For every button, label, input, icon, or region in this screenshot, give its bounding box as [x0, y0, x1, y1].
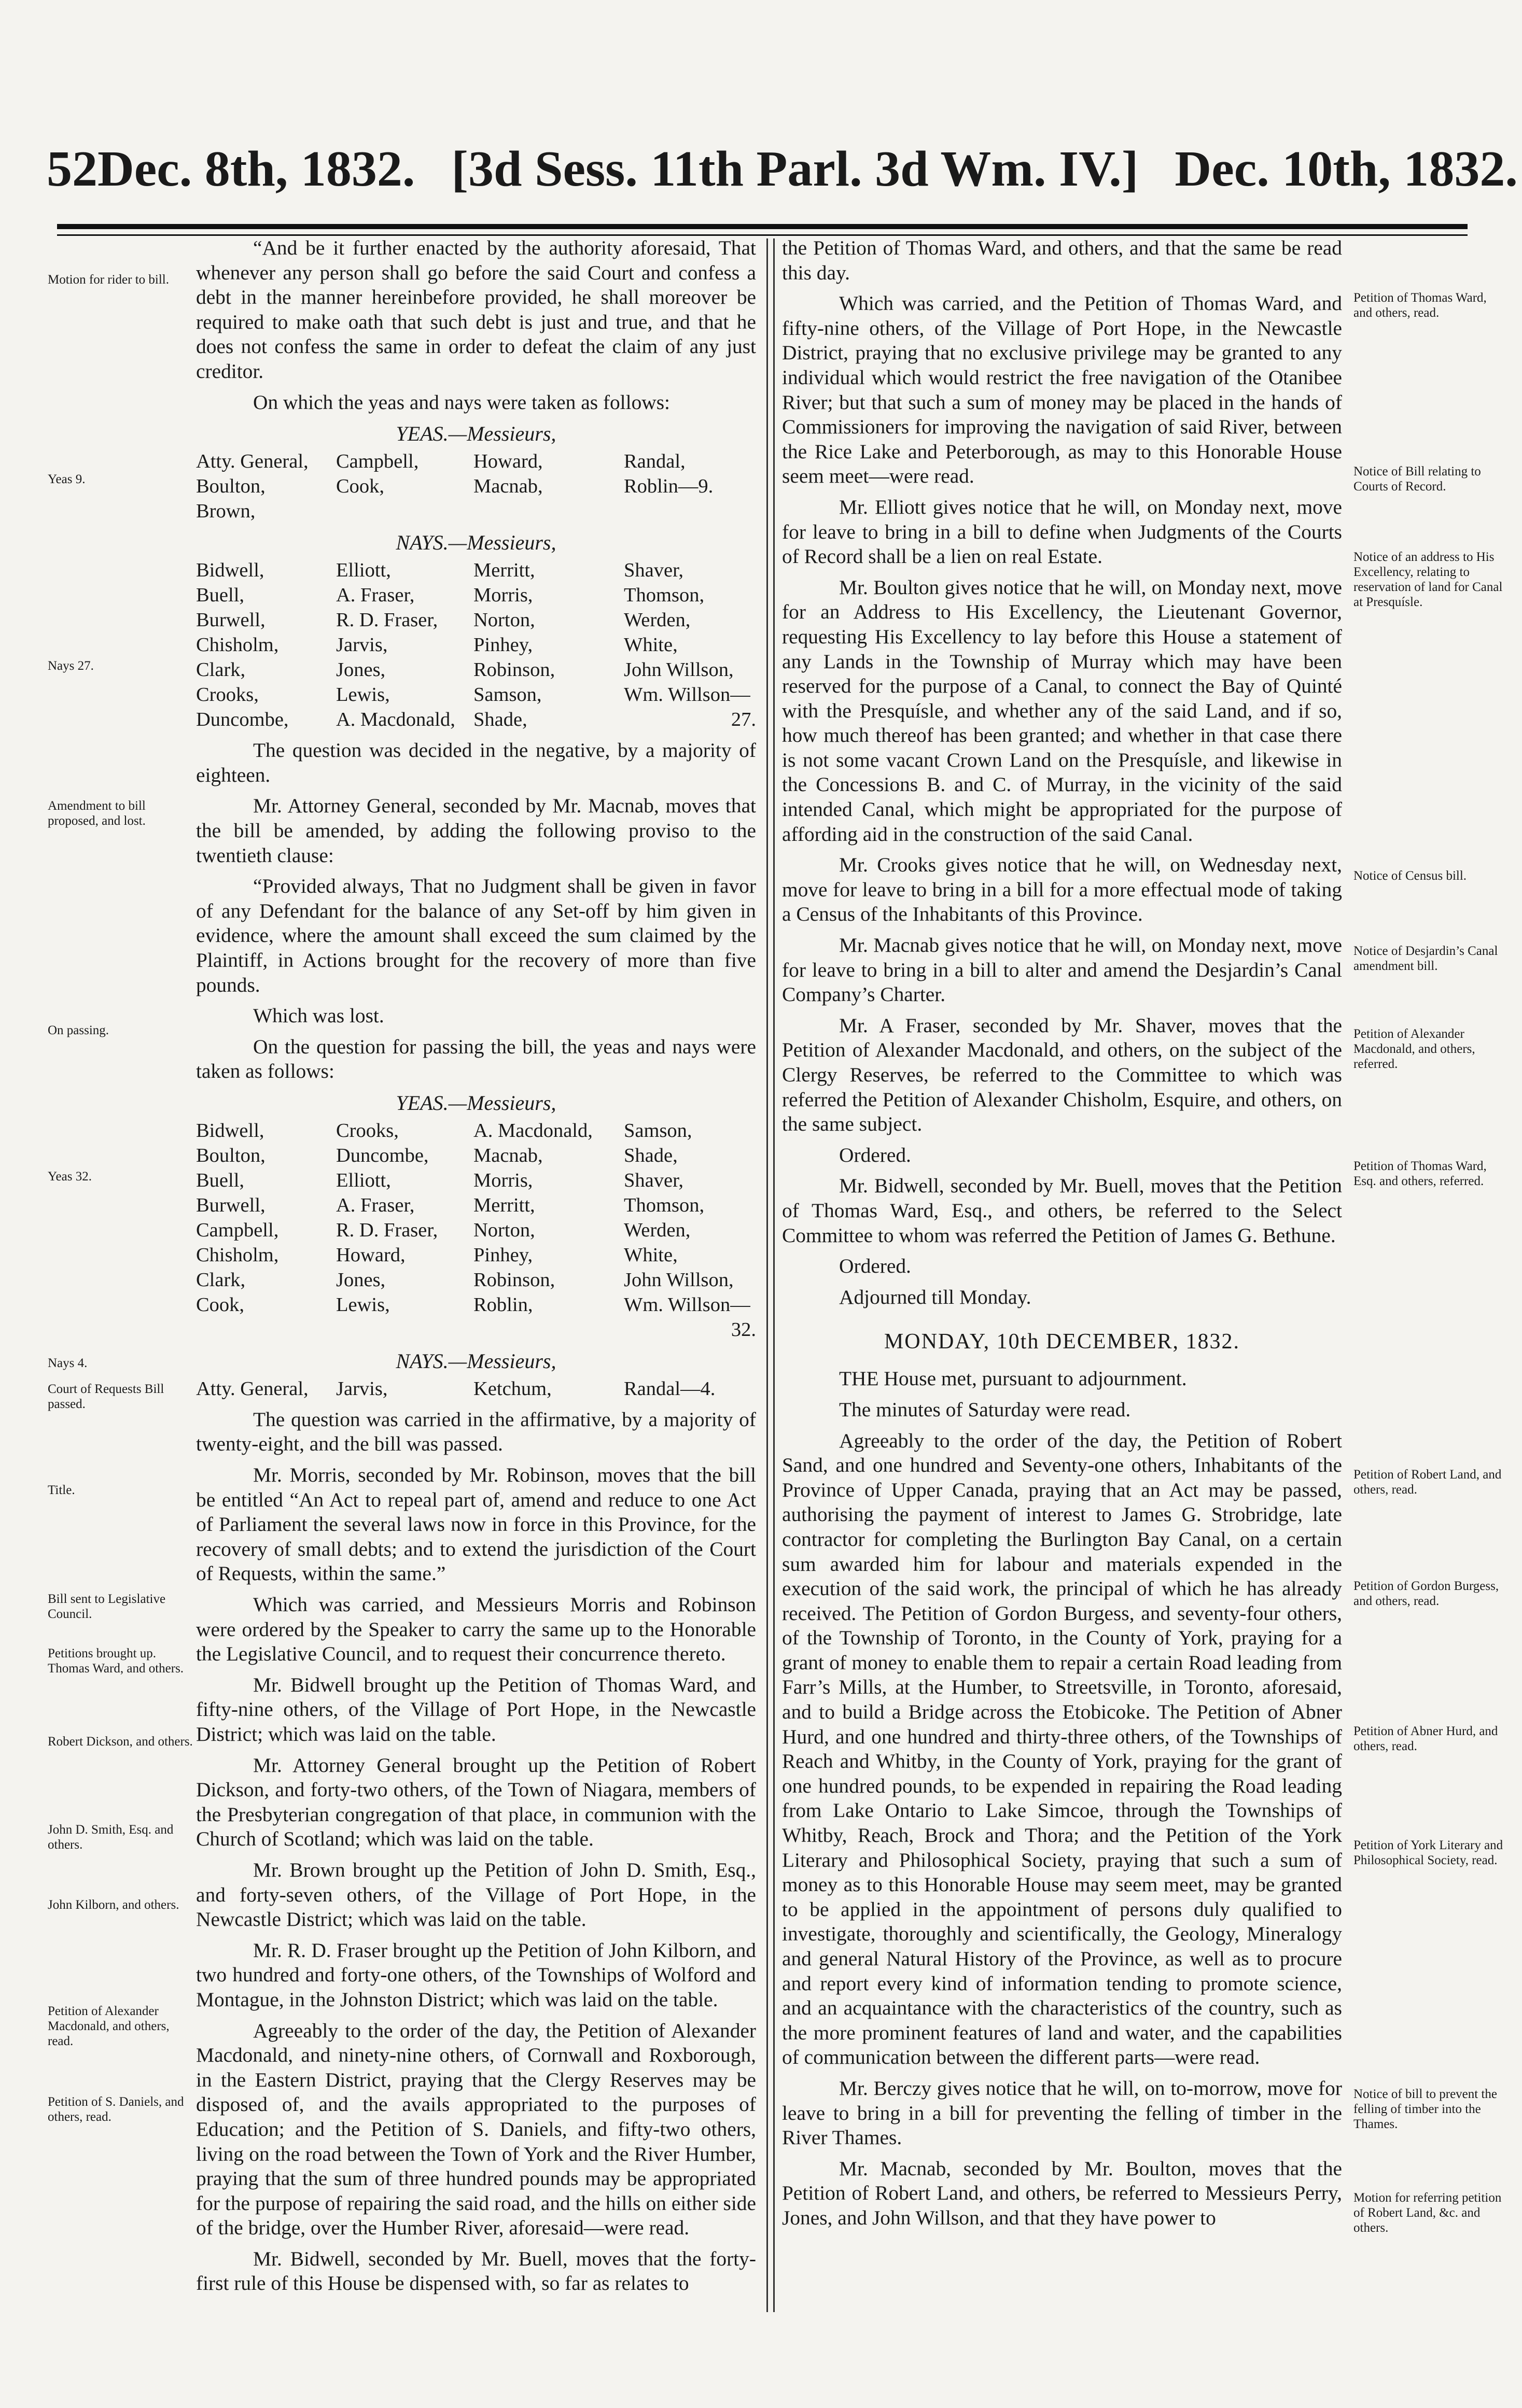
paragraph: On the question for passing the bill, the yeas and nays were taken as follows:	[196, 1035, 756, 1083]
margin-note: Petition of Thomas Ward, Esq. and others, referred.	[1353, 1159, 1487, 1188]
member-name: Buell,	[196, 1169, 245, 1191]
paragraph: On which the yeas and nays were taken as follows:	[253, 390, 670, 414]
member-name: Morris,	[473, 1169, 533, 1191]
member-name: Lewis,	[336, 684, 390, 706]
margin-note: Notice of an address to His Excellency, relating to reservation of land for Canal at Presquísle.	[1353, 550, 1503, 609]
member-name: White,	[624, 634, 678, 656]
member-name: Samson,	[624, 1119, 692, 1142]
margin-note: Notice of Bill relating to Courts of Record.	[1353, 464, 1481, 494]
paragraph: Which was lost.	[253, 1004, 384, 1027]
member-name: A. Macdonald,	[336, 709, 455, 731]
member-name: A. Fraser,	[336, 1194, 415, 1216]
paragraph: Mr. Macnab, seconded by Mr. Boulton, moves that the Petition of Robert Land, and others, be referred to Messieurs Perry, Jones, and John Willson, and that they have power to	[782, 2157, 1342, 2229]
member-name: Norton,	[473, 1219, 535, 1241]
member-name: Jones,	[336, 1269, 386, 1291]
member-name: Burwell,	[196, 1194, 266, 1216]
yeas-list	[196, 449, 756, 524]
member-name: Chisholm,	[196, 1244, 279, 1266]
member-name: Jarvis,	[336, 634, 388, 656]
member-name: Shaver,	[624, 1169, 683, 1191]
member-name: Shaver,	[624, 559, 683, 582]
paragraph: THE House met, pursuant to adjournment.	[839, 1367, 1187, 1390]
member-name: R. D. Fraser,	[336, 609, 438, 631]
member-name: Thomson,	[624, 584, 705, 607]
header-date-left: Dec. 8th, 1832.	[97, 141, 415, 197]
member-name: Randal—4.	[624, 1377, 716, 1400]
member-name: Duncombe,	[336, 1144, 429, 1166]
paragraph: Mr. Attorney General brought up the Petition of Robert Dickson, and forty-two others, of the Town of Niagara, members of the Presbyterian congregation of that place, in communion with the Church of Scotland; which was laid on the table.	[196, 1753, 756, 1851]
margin-note: Petition of Robert Land, and others, read.	[1353, 1468, 1502, 1497]
margin-note: Petition of S. Daniels, and others, read.	[48, 2095, 184, 2124]
margin-note: On passing.	[48, 1023, 109, 1037]
page-header	[47, 140, 1518, 213]
paragraph: Mr. Bidwell, seconded by Mr. Buell, moves that the Petition of Thomas Ward, Esq., and others, be referred to the Select Committee to whom was referred the Petition of James G. Bethune.	[782, 1174, 1342, 1247]
vote-total: 32.	[731, 1318, 756, 1341]
member-name: Duncombe,	[196, 709, 289, 731]
paragraph: Adjourned till Monday.	[839, 1285, 1031, 1308]
paragraph: Agreeably to the order of the day, the Petition of Alexander Macdonald, and ninety-nine others, of Cornwall and Roxborough, in the Eastern District, praying that the Clergy Reserves may be disposed of, and the avails appropriated to the purposes of Education; and the Petition of S. Daniels, and fifty-two others, living on the road between the Town of York and the River Humber, praying that the sum of three hundred pounds may be appropriated for the purpose of repairing the said road, and the hills on either side of the bridge, over the Humber River, aforesaid—were read.	[196, 2019, 756, 2240]
right-column	[782, 236, 1342, 2361]
yeas-list	[196, 1118, 756, 1342]
margin-note: Motion for rider to bill.	[48, 273, 169, 287]
member-name: Brown,	[196, 500, 256, 523]
margin-note: Court of Requests Bill passed.	[48, 1382, 164, 1411]
column-divider	[766, 238, 775, 2312]
yeas-heading: YEAS.—Messieurs,	[396, 422, 556, 446]
paragraph: “And be it further enacted by the authority aforesaid, That whenever any person shall go before the said Court and confess a debt in the manner hereinbefore provided, he shall moreover be required to make oath that such debt is just and true, and that he does not confess the same in order to defeat the claim of any just creditor.	[196, 236, 756, 383]
margin-note: Yeas 32.	[48, 1170, 92, 1184]
paragraph: Mr. Crooks gives notice that he will, on Wednesday next, move for leave to bring in a bill for a more effectual mode of taking a Census of the Inhabitants of this Province.	[782, 853, 1342, 926]
paragraph: “Provided always, That no Judgment shall be given in favor of any Defendant for the balance of any Set-off by him given in evidence, where the amount shall exceed the sum claimed by the Plaintiff, in Actions brought for the recovery of more than five pounds.	[196, 875, 756, 996]
paragraph: Mr. Elliott gives notice that he will, on Monday next, move for leave to bring in a bill to define when Judgments of the Courts of Record shall be a lien on real Estate.	[782, 495, 1342, 568]
member-name: Boulton,	[196, 475, 266, 498]
nays-heading: NAYS.—Messieurs,	[396, 1349, 556, 1373]
nays-list	[196, 1376, 756, 1401]
member-name: Burwell,	[196, 609, 266, 631]
member-name: Merritt,	[473, 1194, 535, 1216]
paragraph: Which was carried, and the Petition of Thomas Ward, and fifty-nine others, of the Village of Port Hope, in the Newcastle District, praying that no exclusive privilege may be granted to any individual which would restrict the free navigation of the Otanibee River; but that such a sum of money may be placed in the hands of Commissioners for improving the navigation of said River, between the Rice Lake and Peterborough, as may to this Honorable House seem meet—were read.	[782, 292, 1342, 488]
paragraph: Mr. Brown brought up the Petition of John D. Smith, Esq., and forty-seven others, of the Village of Port Hope, in the Newcastle District; which was laid on the table.	[196, 1858, 756, 1931]
member-name: Elliott,	[336, 1169, 391, 1191]
header-date-right: Dec. 10th, 1832.	[1175, 141, 1518, 197]
member-name: Boulton,	[196, 1144, 266, 1166]
member-name: Wm. Willson—	[624, 1293, 750, 1316]
member-name: Howard,	[473, 450, 543, 473]
member-name: Samson,	[473, 684, 542, 706]
member-name: Atty. General,	[196, 450, 309, 473]
member-name: White,	[624, 1244, 678, 1266]
member-name: Campbell,	[196, 1219, 279, 1241]
member-name: Pinhey,	[473, 1244, 533, 1266]
margin-note: Nays 27.	[48, 659, 94, 673]
paragraph: The minutes of Saturday were read.	[839, 1398, 1131, 1421]
margin-note: Title.	[48, 1483, 75, 1497]
right-margin	[1353, 236, 1504, 2361]
paragraph: Mr. R. D. Fraser brought up the Petition of John Kilborn, and two hundred and forty-one others, of the Townships of Wolford and Montague, in the Johnston District; which was laid on the table.	[196, 1938, 756, 2011]
member-name: Robinson,	[473, 659, 555, 681]
margin-note: John D. Smith, Esq. and others.	[48, 1823, 174, 1852]
member-name: Macnab,	[473, 475, 543, 498]
member-name: Norton,	[473, 609, 535, 631]
member-name: Buell,	[196, 584, 245, 607]
member-name: Clark,	[196, 659, 246, 681]
margin-note: Petition of Gordon Burgess, and others, read.	[1353, 1579, 1499, 1608]
member-name: Crooks,	[196, 684, 259, 706]
member-name: Morris,	[473, 584, 533, 607]
margin-note: Petition of Thomas Ward, and others, read.	[1353, 291, 1487, 320]
member-name: Roblin,	[473, 1293, 533, 1316]
member-name: Jones,	[336, 659, 386, 681]
member-name: Randal,	[624, 450, 686, 473]
date-heading: MONDAY, 10th DECEMBER, 1832.	[884, 1330, 1240, 1354]
member-name: Elliott,	[336, 559, 391, 582]
member-name: Clark,	[196, 1269, 246, 1291]
member-name: R. D. Fraser,	[336, 1219, 438, 1241]
member-name: John Willson,	[624, 1269, 734, 1291]
member-name: Ketchum,	[473, 1377, 552, 1400]
margin-note: Motion for referring petition of Robert Land, &c. and others.	[1353, 2191, 1502, 2235]
paragraph: The question was carried in the affirmative, by a majority of twenty-eight, and the bill was passed.	[196, 1407, 756, 1456]
vote-total: 27.	[731, 709, 756, 731]
left-column	[196, 236, 756, 2361]
page-number: 52	[47, 141, 97, 197]
member-name: Pinhey,	[473, 634, 533, 656]
member-name: Jarvis,	[336, 1377, 388, 1400]
left-margin	[48, 236, 196, 2361]
header-session: [3d Sess. 11th Parl. 3d Wm. IV.]	[451, 141, 1139, 197]
margin-note: Notice of Desjardin’s Canal amendment bill.	[1353, 944, 1498, 973]
margin-note: Petition of York Literary and Philosophical Society, read.	[1353, 1838, 1503, 1867]
margin-note: Petition of Alexander Macdonald, and others, referred.	[1353, 1027, 1475, 1071]
paragraph: the Petition of Thomas Ward, and others, and that the same be read this day.	[782, 236, 1342, 284]
member-name: Robinson,	[473, 1269, 555, 1291]
margin-note: Robert Dickson, and others.	[48, 1735, 193, 1749]
member-name: Bidwell,	[196, 1119, 264, 1142]
paragraph: Agreeably to the order of the day, the Petition of Robert Sand, and one hundred and Seventy-one others, Inhabitants of the Province of Upper Canada, praying that an Act may be passed, authorising the payment of interest to James G. Strobridge, late contractor for completing the Burlington Bay Canal, on a certain sum awarded him for labour and materials expended in the execution of the said work, the principal of which he has already received. The Petition of Gordon Burgess, and seventy-four others, of the Township of Toronto, in the County of York, praying for a grant of money to enable them to repair a certain Road leading from Farr’s Mills, at the Humber, to Streetsville, in Toronto, aforesaid, and to build a Bridge across the Etobicoke. The Petition of Abner Hurd, and one hundred and thirty-three others, of the Townships of Reach and Whitby, in the County of York, praying for the grant of one hundred pounds, to be expended in repairing the Road leading from Lake Ontario to Lake Simcoe, through the Townships of Whitby, Reach, Brock and Thora; and the Petition of the York Literary and Philosophical Society, praying that such a sum of money as to this Honorable House may seem meet, may be granted to be applied in the appointment of persons duly qualified to investigate, thoroughly and scientifically, the Geology, Mineralogy and general Natural History of the Province, as well as to procure and report every kind of information tending to promote science, and an acquaintance with the characteristics of the country, such as the more prominent features of land and water, and the capabilities of communication between the different parts—were read.	[782, 1429, 1342, 2069]
paragraph: Mr. A Fraser, seconded by Mr. Shaver, moves that the Petition of Alexander Macdonald, and others, on the subject of the Clergy Reserves, be referred to the Committee to which was referred the Petition of Alexander Chisholm, Esquire, and others, on the same subject.	[782, 1013, 1342, 1136]
margin-note: Petition of Alexander Macdonald, and others, read.	[48, 2004, 170, 2048]
member-name: John Willson,	[624, 659, 734, 681]
member-name: A. Fraser,	[336, 584, 415, 607]
member-name: Thomson,	[624, 1194, 705, 1216]
paragraph: Mr. Berczy gives notice that he will, on to-morrow, move for leave to bring in a bill for preventing the felling of timber in the River Thames.	[782, 2076, 1342, 2149]
margin-note: Nays 4.	[48, 1356, 88, 1370]
member-name: Werden,	[624, 609, 691, 631]
margin-note: Notice of bill to prevent the felling of timber into the Thames.	[1353, 2087, 1498, 2131]
nays-list	[196, 558, 756, 732]
member-name: Shade,	[624, 1144, 678, 1166]
member-name: Howard,	[336, 1244, 406, 1266]
member-name: Campbell,	[336, 450, 419, 473]
margin-note: John Kilborn, and others.	[48, 1898, 179, 1912]
paragraph: Mr. Attorney General, seconded by Mr. Macnab, moves that the bill be amended, by adding the following proviso to the twentieth clause:	[196, 794, 756, 867]
margin-note: Notice of Census bill.	[1353, 869, 1467, 883]
paragraph: Which was carried, and Messieurs Morris and Robinson were ordered by the Speaker to carry the same up to the Honorable the Legislative Council, and to request their concurrence thereto.	[196, 1593, 756, 1666]
header-rule	[57, 224, 1468, 236]
member-name: Cook,	[196, 1293, 245, 1316]
member-name: Shade,	[473, 709, 527, 731]
member-name: Crooks,	[336, 1119, 399, 1142]
yeas-heading: YEAS.—Messieurs,	[396, 1091, 556, 1115]
paragraph: Ordered.	[839, 1255, 911, 1278]
member-name: Macnab,	[473, 1144, 543, 1166]
member-name: Atty. General,	[196, 1377, 309, 1400]
margin-note: Yeas 9.	[48, 472, 86, 486]
member-name: Roblin—9.	[624, 475, 714, 498]
member-name: Chisholm,	[196, 634, 279, 656]
paragraph: Mr. Bidwell brought up the Petition of Thomas Ward, and fifty-nine others, of the Village of Port Hope, in the Newcastle District; which was laid on the table.	[196, 1673, 756, 1745]
paragraph: Mr. Macnab gives notice that he will, on Monday next, move for leave to bring in a bill to alter and amend the Desjardin’s Canal Company’s Charter.	[782, 934, 1342, 1006]
paragraph: Mr. Bidwell, seconded by Mr. Buell, moves that the forty-first rule of this House be dispensed with, so far as relates to	[196, 2247, 756, 2295]
member-name: Cook,	[336, 475, 385, 498]
member-name: A. Macdonald,	[473, 1119, 593, 1142]
member-name: Lewis,	[336, 1293, 390, 1316]
member-name: Wm. Willson—	[624, 684, 750, 706]
margin-note: Amendment to bill proposed, and lost.	[48, 799, 146, 828]
margin-note: Petitions brought up. Thomas Ward, and others.	[48, 1646, 184, 1675]
paragraph: Ordered.	[839, 1143, 911, 1166]
nays-heading: NAYS.—Messieurs,	[396, 531, 556, 555]
member-name: Merritt,	[473, 559, 535, 582]
paragraph: Mr. Boulton gives notice that he will, on Monday next, move for an Address to His Excellency, the Lieutenant Governor, requesting His Excellency to lay before this House a statement of any Lands in the Township of Murray which may have been reserved for the purpose of a Canal, to connect the Bay of Quinté with the Presquísle, and whether any of the said Land, and if so, how much thereof has been granted; and whether in that case there is not some vacant Crown Land on the Presquísle, and likewise in the Concessions B. and C. of Murray, in the vicinity of the said intended Canal, which might be appropriated for the purpose of affording aid in the construction of the said Canal.	[782, 575, 1342, 846]
margin-note: Bill sent to Legislative Council.	[48, 1592, 166, 1621]
paragraph: Mr. Morris, seconded by Mr. Robinson, moves that the bill be entitled “An Act to repeal part of, amend and reduce to one Act of Parliament the several laws now in force in this Province, for the recovery of small debts; and to extend the jurisdiction of the Court of Requests, within the same.”	[196, 1463, 756, 1585]
paragraph: The question was decided in the negative, by a majority of eighteen.	[196, 739, 756, 786]
member-name: Bidwell,	[196, 559, 264, 582]
margin-note: Petition of Abner Hurd, and others, read.	[1353, 1724, 1498, 1753]
member-name: Werden,	[624, 1219, 691, 1241]
